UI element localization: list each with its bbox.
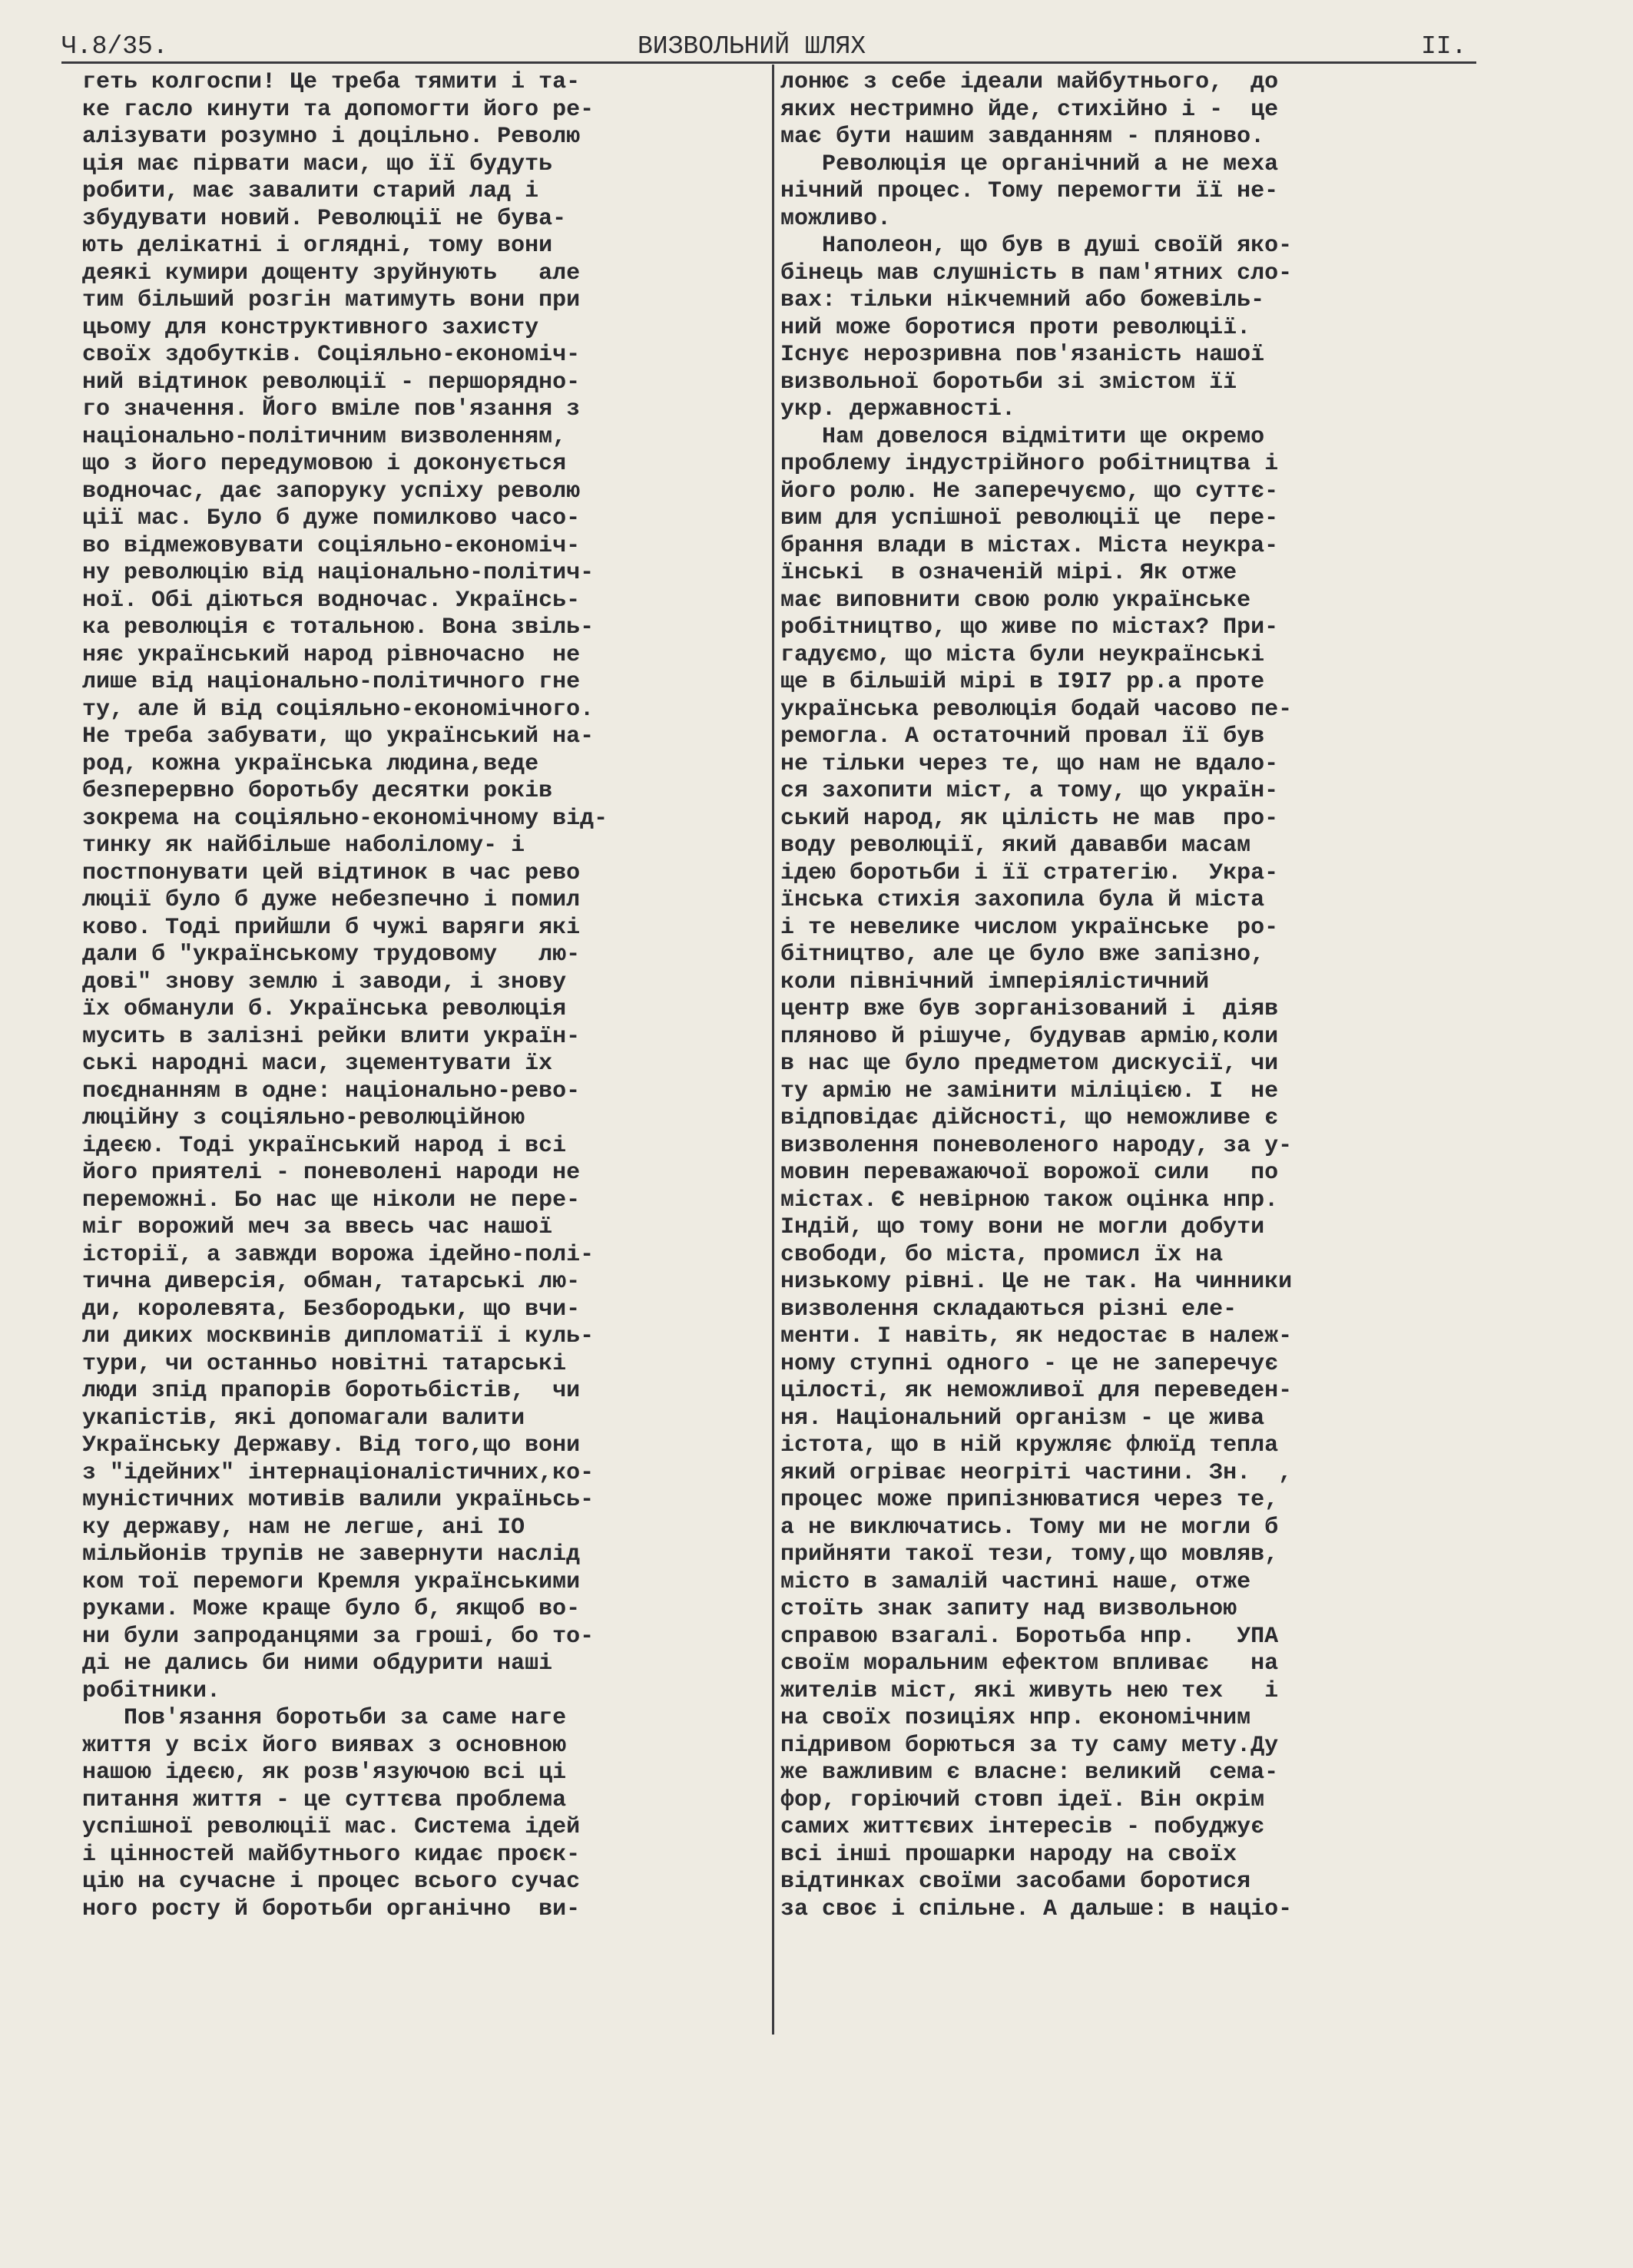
journal-title: ВИЗВОЛЬНИЙ ШЛЯХ xyxy=(638,32,866,61)
text-line: питання життя - це суттєва проблема xyxy=(82,1786,567,1813)
text-line: ний може боротися проти революції. xyxy=(780,314,1251,341)
text-line: і цінностей майбутнього кидає проєк- xyxy=(82,1841,581,1868)
text-line: ної. Обі діються водночас. Українсь- xyxy=(82,587,581,614)
text-line: збудувати новий. Революції не бува- xyxy=(82,205,567,232)
text-line: має виповнити свою ролю українське xyxy=(780,587,1251,614)
text-line: зокрема на соціяльно-економічному від- xyxy=(82,805,608,832)
text-line: постпонувати цей відтинок в час рево xyxy=(82,859,581,886)
text-line: своїх здобутків. Соціяльно-економіч- xyxy=(82,342,581,368)
text-line: лише від національно-політичного гне xyxy=(82,669,581,695)
page-number: II. xyxy=(1421,32,1467,61)
text-line: ка революція є тотальною. Вона звіль- xyxy=(82,614,595,641)
text-line: національно-політичним визволенням, xyxy=(82,423,567,450)
text-line: нічний процес. Тому перемогти її не- xyxy=(780,178,1279,204)
text-line: ту армію не замінити міліцією. І не xyxy=(780,1078,1279,1104)
text-line: дові" знову землю і заводи, і знову xyxy=(82,968,567,995)
text-line: воду революції, який дававби масам xyxy=(780,833,1251,859)
text-line: за своє і спільне. А дальше: в націо- xyxy=(780,1896,1293,1922)
text-line: ни були запроданцями за гроші, бо то- xyxy=(82,1623,595,1650)
text-line: Українську Державу. Від того,що вони xyxy=(82,1432,581,1458)
text-line: Пов'язання боротьби за саме наге xyxy=(82,1705,567,1731)
text-line: геть колгоспи! Це треба тямити і та- xyxy=(82,69,581,95)
text-line: відтинках своїми засобами боротися xyxy=(780,1869,1251,1895)
text-line: няє український народ рівночасно не xyxy=(82,641,581,668)
text-line: історії, а завжди ворожа ідейно-полі- xyxy=(82,1241,595,1268)
text-line: тим більший розгін матимуть вони при xyxy=(82,287,581,313)
text-line: род, кожна українська людина,веде xyxy=(82,750,539,777)
text-line: стоїть знак запиту над визвольною xyxy=(780,1596,1237,1622)
text-line: ще в більшій мірі в I9I7 рр.а проте xyxy=(780,669,1265,695)
text-line: коли північний імперіялістичний xyxy=(780,968,1210,995)
text-line: водночас, дає запоруку успіху револю xyxy=(82,478,581,505)
text-line: ня. Національний організм - це жива xyxy=(780,1405,1265,1432)
text-line: жителів міст, які живуть нею тех і xyxy=(780,1677,1279,1704)
text-line: не тільки через те, що нам не вдало- xyxy=(780,750,1279,777)
text-line: ке гасло кинути та допомогти його ре- xyxy=(82,96,595,123)
text-line: проблему індустрійного робітництва і xyxy=(780,451,1279,477)
text-line: ції мас. Було б дуже помилково часо- xyxy=(82,505,581,531)
text-line: нашою ідеєю, як розв'язуючою всі ці xyxy=(82,1760,567,1786)
text-line: бітництво, але це було вже запізно, xyxy=(780,942,1265,968)
text-line: українська революція бодай часово пе- xyxy=(780,696,1293,723)
right-column xyxy=(780,69,1476,1923)
text-line: в нас ще було предметом дискусії, чи xyxy=(780,1051,1279,1077)
text-line: менти. І навіть, як недостає в належ- xyxy=(780,1323,1293,1349)
text-line: містах. Є невірною також оцінка нпр. xyxy=(780,1187,1279,1213)
text-line: брання влади в містах. Міста неукра- xyxy=(780,532,1279,559)
text-line: цілості, як неможливої для переведен- xyxy=(780,1378,1293,1404)
text-line: Наполеон, що був в душі своїй яко- xyxy=(780,233,1293,259)
text-line: робити, має завалити старий лад і xyxy=(82,178,539,204)
text-line: укр. державності. xyxy=(780,396,1016,422)
text-line: вим для успішної революції це пере- xyxy=(780,505,1279,531)
header-rule xyxy=(61,61,1476,64)
text-line: можливо. xyxy=(780,205,892,232)
text-line: люди зпід прапорів боротьбістів, чи xyxy=(82,1378,581,1404)
text-line: самих життєвих інтересів - побуджує xyxy=(780,1814,1265,1840)
text-line: ремогла. А остаточний провал її був xyxy=(780,723,1265,750)
text-line: ну революцію від національно-політич- xyxy=(82,560,595,586)
text-line: що з його передумовою і доконується xyxy=(82,451,567,477)
text-line: гадуємо, що міста були неукраїнські xyxy=(780,641,1265,668)
text-line: ту, але й від соціяльно-економічного. xyxy=(82,696,595,723)
text-line: ди, королевята, Безбородьки, що вчи- xyxy=(82,1296,581,1323)
text-line: ідеєю. Тоді український народ і всі xyxy=(82,1132,567,1159)
text-line: деякі кумири дощенту зруйнують але xyxy=(82,260,581,286)
text-line: ний відтинок революції - першорядно- xyxy=(82,369,581,396)
text-line: його ролю. Не заперечуємо, що суттє- xyxy=(780,478,1279,505)
left-column xyxy=(82,69,758,1923)
text-line: ський народ, як цілість не мав про- xyxy=(780,805,1279,832)
text-line: їнська стихія захопила була й міста xyxy=(780,887,1265,913)
text-line: і те невелике числом українське ро- xyxy=(780,914,1279,941)
text-line: успішної революції мас. Система ідей xyxy=(82,1814,581,1840)
text-line: люційну з соціяльно-революційною xyxy=(82,1105,525,1131)
text-line: всі інші прошарки народу на своїх xyxy=(780,1841,1237,1868)
text-line: робітництво, що живе по містах? При- xyxy=(780,614,1279,641)
text-line: мусить в залізні рейки влити україн- xyxy=(82,1023,581,1050)
text-line: їнські в означеній мірі. Як отже xyxy=(780,560,1237,586)
text-line: руками. Може краще було б, якщоб во- xyxy=(82,1596,581,1622)
text-line: Нам довелося відмітити ще окремо xyxy=(780,423,1265,450)
text-line: мовин переважаючої ворожої сили по xyxy=(780,1160,1279,1186)
text-line: укапістів, які допомагали валити xyxy=(82,1405,525,1432)
text-line: ція має пірвати маси, що її будуть xyxy=(82,151,553,177)
text-line: ли диких москвинів дипломатії і куль- xyxy=(82,1323,595,1349)
text-line: своїм моральним ефектом впливає на xyxy=(780,1651,1279,1677)
text-line: же важливим є власне: великий сема- xyxy=(780,1760,1279,1786)
text-line: безперервно боротьбу десятки років xyxy=(82,778,553,804)
text-line: ково. Тоді прийшли б чужі варяги які xyxy=(82,914,581,941)
text-line: бінець мав слушність в пам'ятних сло- xyxy=(780,260,1293,286)
text-line: на своїх позиціях нпр. економічним xyxy=(780,1705,1251,1731)
text-line: справою взагалі. Боротьба нпр. УПА xyxy=(780,1623,1279,1650)
text-line: во відмежовувати соціяльно-економіч- xyxy=(82,532,581,559)
page-header xyxy=(61,32,1475,63)
text-line: ють делікатні і оглядні, тому вони xyxy=(82,233,553,259)
text-line: визволення складаються різні еле- xyxy=(780,1296,1237,1323)
text-line: відповідає дійсності, що неможливе є xyxy=(780,1105,1279,1131)
text-line: а не виключатись. Тому ми не могли б xyxy=(780,1514,1279,1541)
issue-number: Ч.8/35. xyxy=(61,32,168,61)
text-line: муністичних мотивів валили україньсь- xyxy=(82,1487,595,1513)
text-line: який огріває неогріті частини. Зн. , xyxy=(780,1459,1293,1486)
text-line: ські народні маси, зцементувати їх xyxy=(82,1051,553,1077)
text-line: дали б "українському трудовому лю- xyxy=(82,942,581,968)
text-line: Існує нерозривна пов'язаність нашої xyxy=(780,342,1265,368)
text-line: свободи, бо міста, промисл їх на xyxy=(780,1241,1224,1268)
text-line: істота, що в ній кружляє флюїд тепла xyxy=(780,1432,1279,1458)
text-line: центр вже був зорганізований і діяв xyxy=(780,996,1279,1022)
text-line: пляново й рішуче, будував армію,коли xyxy=(780,1023,1279,1050)
text-line: лонює з себе ідеали майбутнього, до xyxy=(780,69,1279,95)
text-line: місто в замалій частині наше, отже xyxy=(780,1568,1251,1595)
text-line: ком тої перемоги Кремля українськими xyxy=(82,1568,581,1595)
text-line: життя у всіх його виявах з основною xyxy=(82,1732,567,1759)
text-line: має бути нашим завданням - пляново. xyxy=(780,124,1265,150)
text-line: робітники. xyxy=(82,1677,221,1704)
text-line: прийняти такої тези, тому,що мовляв, xyxy=(780,1541,1279,1568)
text-line: їх обманули б. Українська революція xyxy=(82,996,567,1022)
text-line: цьому для конструктивного захисту xyxy=(82,314,539,341)
text-line: процес може припізнюватися через те, xyxy=(780,1487,1279,1513)
text-line: низькому рівні. Це не так. На чинники xyxy=(780,1269,1293,1295)
text-line: ідею боротьби і її стратегію. Укра- xyxy=(780,859,1279,886)
text-line: підривом борються за ту саму мету.Ду xyxy=(780,1732,1279,1759)
text-line: ного росту й боротьби органічно ви- xyxy=(82,1896,581,1922)
text-line: ному ступні одного - це не заперечує xyxy=(780,1350,1279,1377)
text-line: Революція це органічний а не меха xyxy=(780,151,1279,177)
text-line: переможні. Бо нас ще ніколи не пере- xyxy=(82,1187,581,1213)
text-line: фор, горіючий стовп ідеї. Він окрім xyxy=(780,1786,1265,1813)
text-line: ді не дались би ними обдурити наші xyxy=(82,1651,553,1677)
text-line: алізувати розумно і доцільно. Револю xyxy=(82,124,581,150)
text-line: мільйонів трупів не завернути наслід xyxy=(82,1541,581,1568)
text-line: міг ворожий меч за ввесь час нашої xyxy=(82,1214,553,1240)
text-line: Не треба забувати, що український на- xyxy=(82,723,595,750)
text-line: го значення. Його вміле пов'язання з xyxy=(82,396,581,422)
text-line: люції було б дуже небезпечно і помил xyxy=(82,887,581,913)
text-line: Індій, що тому вони не могли добути xyxy=(780,1214,1265,1240)
text-line: цію на сучасне і процес всього сучас xyxy=(82,1869,581,1895)
text-line: тинку як найбільше наболілому- і xyxy=(82,833,525,859)
text-line: яких нестримно йде, стихійно і - це xyxy=(780,96,1279,123)
text-line: його приятелі - поневолені народи не xyxy=(82,1160,581,1186)
text-line: вах: тільки нікчемний або божевіль- xyxy=(780,287,1265,313)
text-line: тури, чи останньо новітні татарські xyxy=(82,1350,567,1377)
text-line: ся захопити міст, а тому, що україн- xyxy=(780,778,1279,804)
text-line: тична диверсія, обман, татарські лю- xyxy=(82,1269,581,1295)
column-divider xyxy=(772,65,774,2035)
text-line: поєднанням в одне: національно-рево- xyxy=(82,1078,581,1104)
text-line: з "ідейних" інтернаціоналістичних,ко- xyxy=(82,1459,595,1486)
text-line: визволення поневоленого народу, за у- xyxy=(780,1132,1293,1159)
text-line: ку державу, нам не легше, ані IO xyxy=(82,1514,525,1541)
text-line: визвольної боротьби зі змістом її xyxy=(780,369,1237,396)
